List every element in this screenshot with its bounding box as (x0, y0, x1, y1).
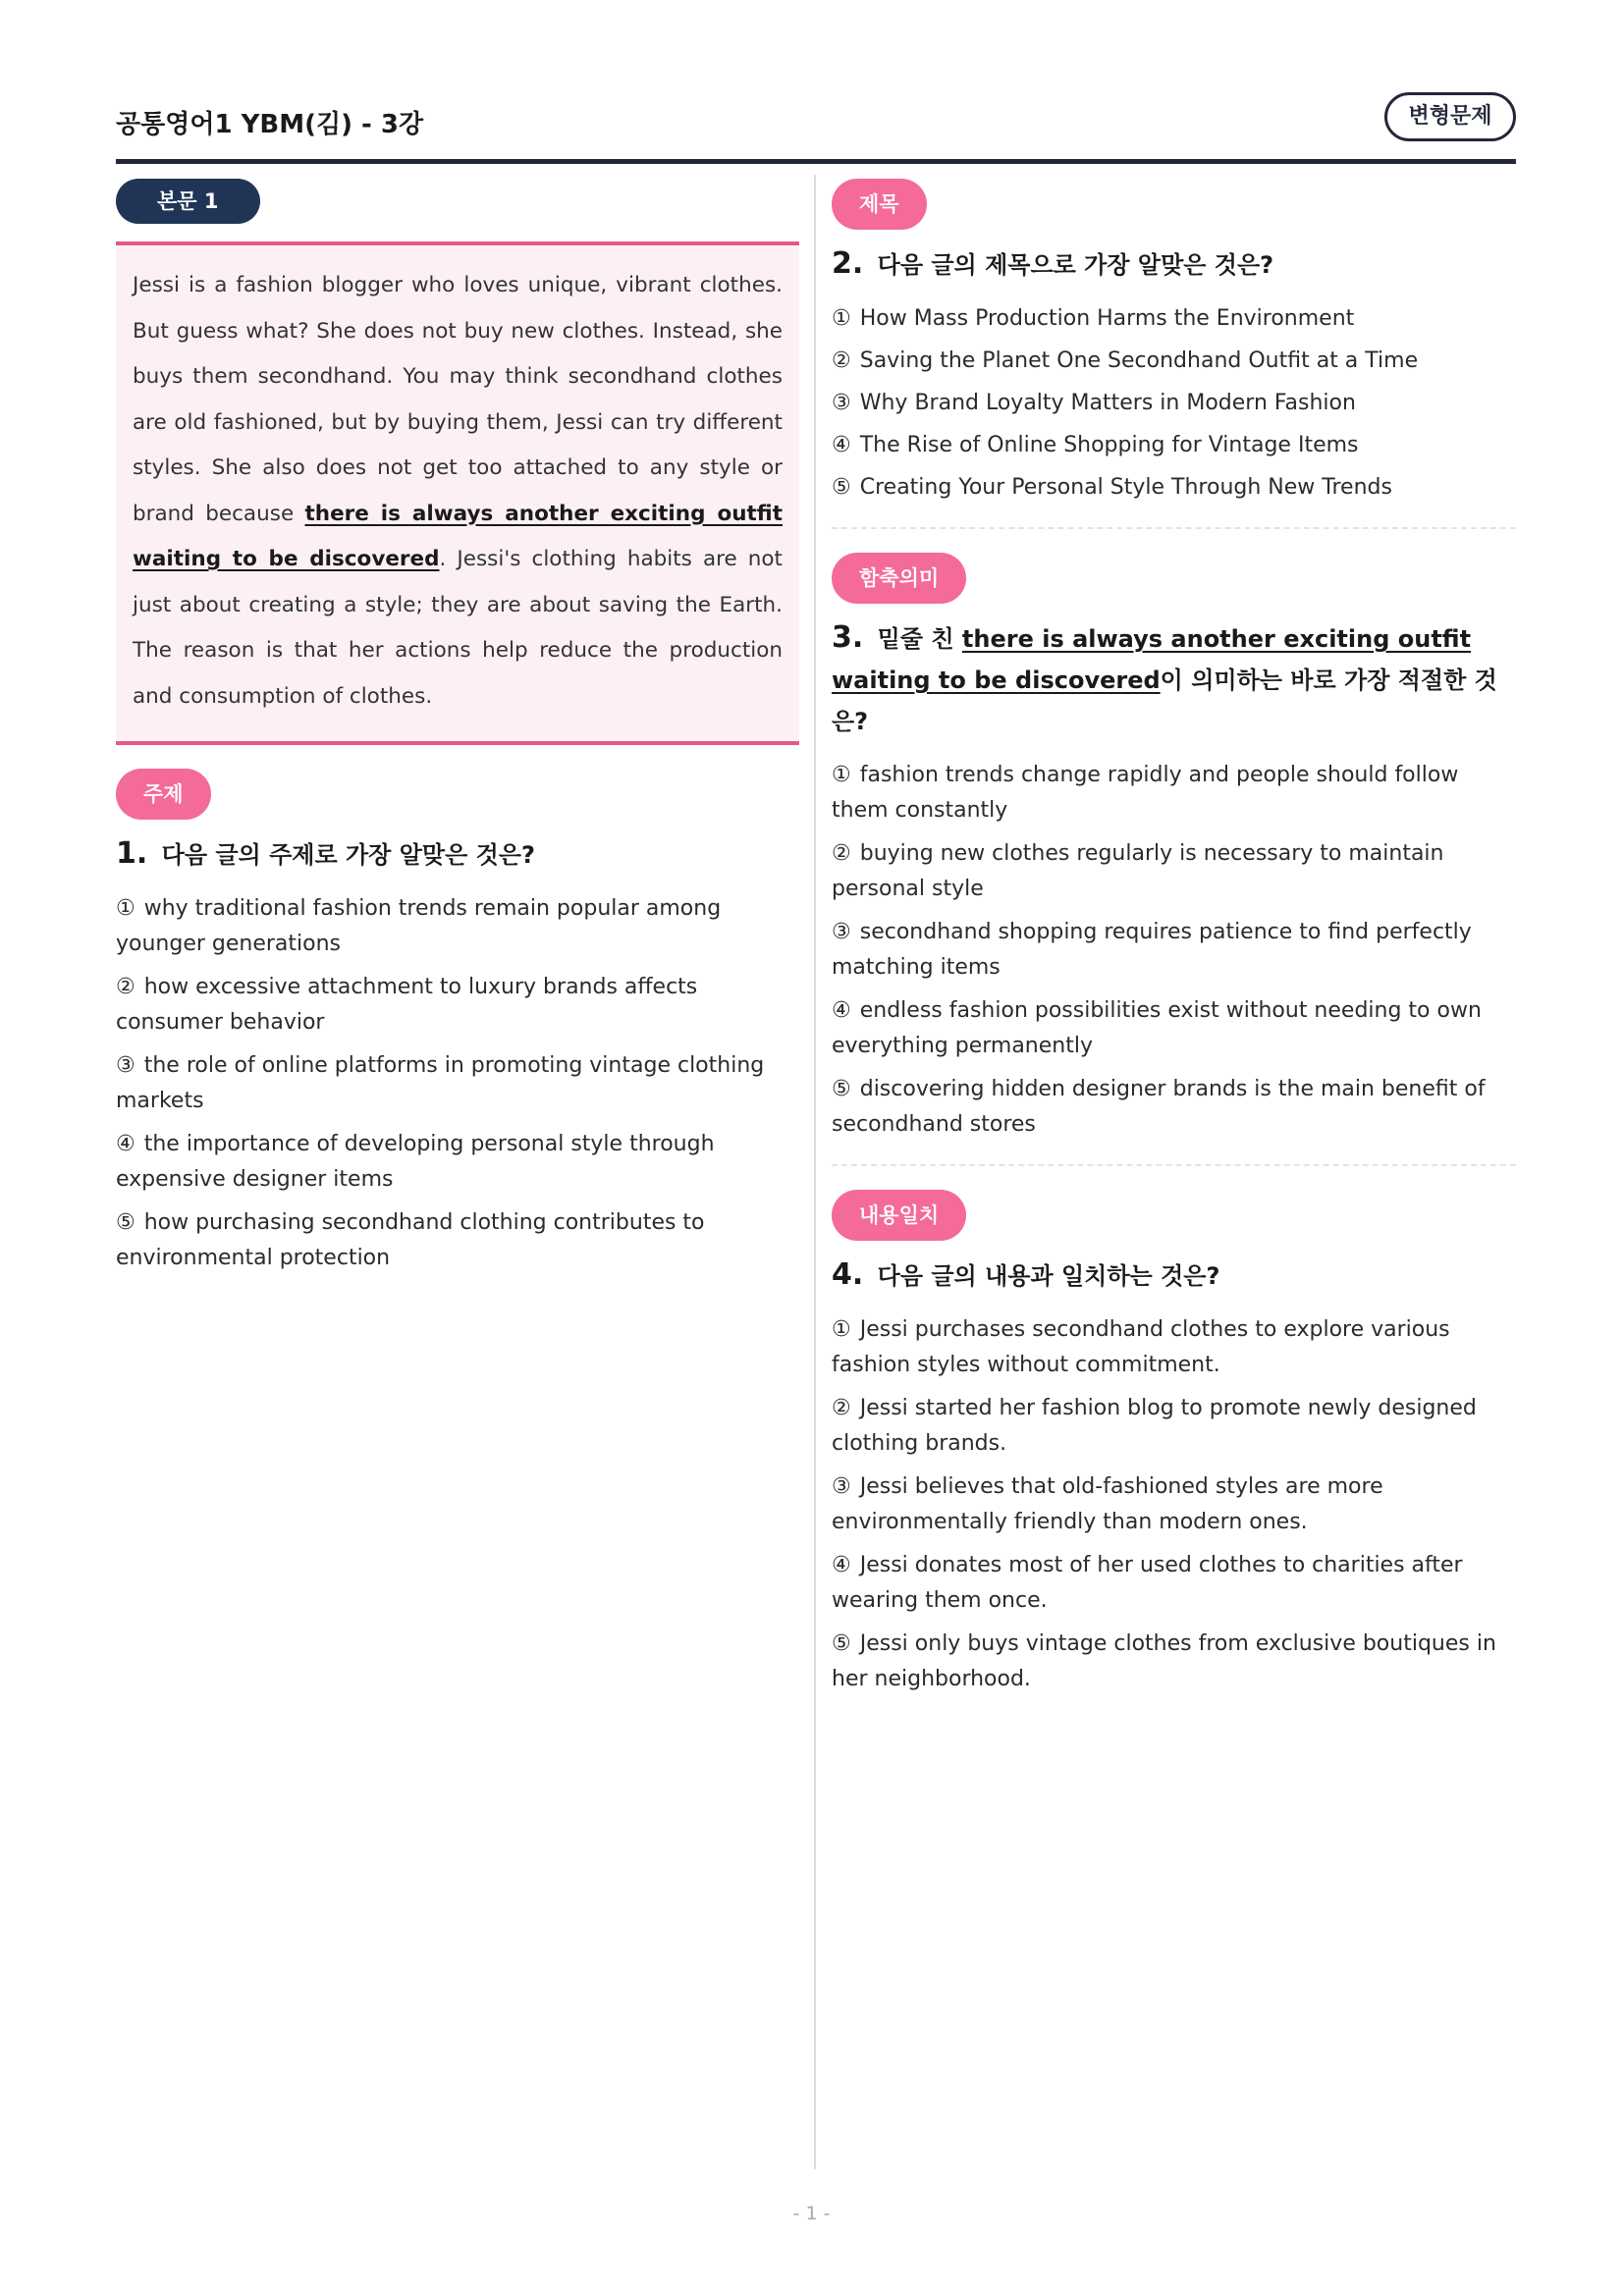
option-number: ④ (832, 998, 851, 1023)
option-text: Jessi donates most of her used clothes to charities after wearing them once. (832, 1553, 1463, 1613)
answer-option[interactable] (832, 1548, 1516, 1619)
option-text: Creating Your Personal Style Through New Trends (859, 475, 1392, 500)
question-3-heading (832, 617, 1516, 742)
answer-option[interactable] (832, 1312, 1516, 1383)
option-text: How Mass Production Harms the Environment (859, 306, 1355, 331)
answer-option[interactable] (116, 1048, 799, 1119)
question-4-heading (832, 1255, 1516, 1297)
question-4 (832, 1190, 1516, 1697)
option-number: ② (832, 1396, 851, 1420)
option-text: Jessi believes that old-fashioned styles are more environmentally friendly than modern ones. (832, 1474, 1383, 1534)
question-prompt: 다음 글의 제목으로 가장 알맞은 것은? (877, 251, 1274, 279)
document-title: 공통영어1 YBM(김) - 3강 (116, 110, 424, 139)
option-text: the importance of developing personal style through expensive designer items (116, 1132, 715, 1192)
page-number: - 1 - (792, 2203, 831, 2224)
question-prompt-underlined: there is always another exciting outfit waiting to be discovered (832, 625, 1472, 694)
option-number: ③ (116, 1053, 135, 1078)
option-number: ⑤ (832, 475, 851, 500)
option-number: ④ (832, 1553, 851, 1577)
question-prompt: 다음 글의 주제로 가장 알맞은 것은? (161, 841, 535, 869)
question-4-options (832, 1312, 1516, 1697)
column-divider (814, 175, 816, 2169)
question-number: 1. (116, 836, 148, 871)
option-number: ② (832, 348, 851, 373)
option-number: ④ (832, 433, 851, 457)
option-number: ① (832, 1317, 851, 1342)
option-number: ⑤ (832, 1077, 851, 1101)
question-2 (832, 179, 1516, 506)
option-number: ③ (832, 1474, 851, 1499)
answer-option[interactable] (832, 470, 1516, 506)
answer-option[interactable] (832, 386, 1516, 421)
answer-option[interactable] (832, 1072, 1516, 1143)
left-column (116, 179, 799, 1284)
right-column (832, 179, 1516, 1705)
question-number: 2. (832, 246, 864, 281)
option-text: The Rise of Online Shopping for Vintage Items (859, 433, 1359, 457)
question-tag-title: 제목 (832, 179, 927, 230)
passage-underlined-phrase: there is always another exciting outfit waiting to be discovered (133, 501, 784, 571)
question-tag-theme: 주제 (116, 769, 211, 820)
option-text: Jessi purchases secondhand clothes to explore various fashion styles without commitment. (832, 1317, 1450, 1377)
question-prompt: 다음 글의 내용과 일치하는 것은? (877, 1262, 1220, 1290)
question-1-heading (116, 833, 799, 876)
option-number: ③ (832, 391, 851, 415)
option-text: Why Brand Loyalty Matters in Modern Fashion (859, 391, 1356, 415)
option-text: why traditional fashion trends remain popular among younger generations (116, 896, 722, 956)
option-number: ① (832, 763, 851, 787)
page-header (116, 92, 1516, 164)
section-divider (832, 527, 1516, 529)
question-tag-content-match: 내용일치 (832, 1190, 966, 1241)
question-2-options (832, 301, 1516, 506)
question-prompt-after: 이 의미하는 바로 가장 적절한 것은? (832, 667, 1497, 735)
question-1 (116, 769, 799, 1276)
option-text: secondhand shopping requires patience to find perfectly matching items (832, 920, 1472, 980)
answer-option[interactable] (116, 891, 799, 962)
option-text: Saving the Planet One Secondhand Outfit at a Time (859, 348, 1419, 373)
question-1-options (116, 891, 799, 1276)
option-number: ① (832, 306, 851, 331)
option-number: ⑤ (116, 1210, 135, 1235)
passage-box (116, 241, 799, 745)
option-number: ⑤ (832, 1631, 851, 1656)
option-text: the role of online platforms in promoting vintage clothing markets (116, 1053, 765, 1113)
question-2-heading (832, 243, 1516, 286)
answer-option[interactable] (116, 1127, 799, 1198)
answer-option[interactable] (832, 1469, 1516, 1540)
answer-option[interactable] (832, 1391, 1516, 1462)
option-text: how excessive attachment to luxury brands affects consumer behavior (116, 975, 698, 1035)
option-number: ④ (116, 1132, 135, 1156)
answer-option[interactable] (832, 758, 1516, 828)
option-number: ③ (832, 920, 851, 944)
question-3 (832, 553, 1516, 1143)
option-text: endless fashion possibilities exist without needing to own everything permanently (832, 998, 1482, 1058)
option-text: buying new clothes regularly is necessary to maintain personal style (832, 841, 1444, 901)
answer-option[interactable] (832, 915, 1516, 986)
option-number: ① (116, 896, 135, 921)
answer-option[interactable] (832, 428, 1516, 463)
question-type-badge: 변형문제 (1384, 92, 1516, 141)
question-3-options (832, 758, 1516, 1143)
option-text: discovering hidden designer brands is the main benefit of secondhand stores (832, 1077, 1486, 1137)
question-number: 4. (832, 1257, 864, 1292)
section-divider (832, 1164, 1516, 1166)
option-text: Jessi only buys vintage clothes from exclusive boutiques in her neighborhood. (832, 1631, 1496, 1691)
passage-label: 본문 1 (116, 179, 260, 224)
answer-option[interactable] (832, 836, 1516, 907)
answer-option[interactable] (116, 1205, 799, 1276)
answer-option[interactable] (832, 344, 1516, 379)
question-number: 3. (832, 620, 864, 655)
answer-option[interactable] (116, 970, 799, 1041)
question-tag-implication: 함축의미 (832, 553, 966, 604)
answer-option[interactable] (832, 301, 1516, 337)
passage-text-before: Jessi is a fashion blogger who loves unique, vibrant clothes. But guess what? She does not buy new clothes. Instead, she buys them secondhand. You may think secondhand clothes are old fashioned, but by buying them, Jessi can try different styles. She also does not get too attached to any style or brand because (133, 273, 783, 526)
passage-text-after: . Jessi's clothing habits are not just about creating a style; they are about saving the Earth. The reason is that her actions help reduce the production and consumption of clothes. (133, 547, 783, 709)
answer-option[interactable] (832, 1627, 1516, 1697)
option-text: Jessi started her fashion blog to promote newly designed clothing brands. (832, 1396, 1477, 1456)
answer-option[interactable] (832, 993, 1516, 1064)
question-prompt-before: 밑줄 친 (877, 625, 962, 653)
option-text: fashion trends change rapidly and people should follow them constantly (832, 763, 1459, 823)
option-number: ② (832, 841, 851, 866)
option-text: how purchasing secondhand clothing contributes to environmental protection (116, 1210, 705, 1270)
option-number: ② (116, 975, 135, 999)
